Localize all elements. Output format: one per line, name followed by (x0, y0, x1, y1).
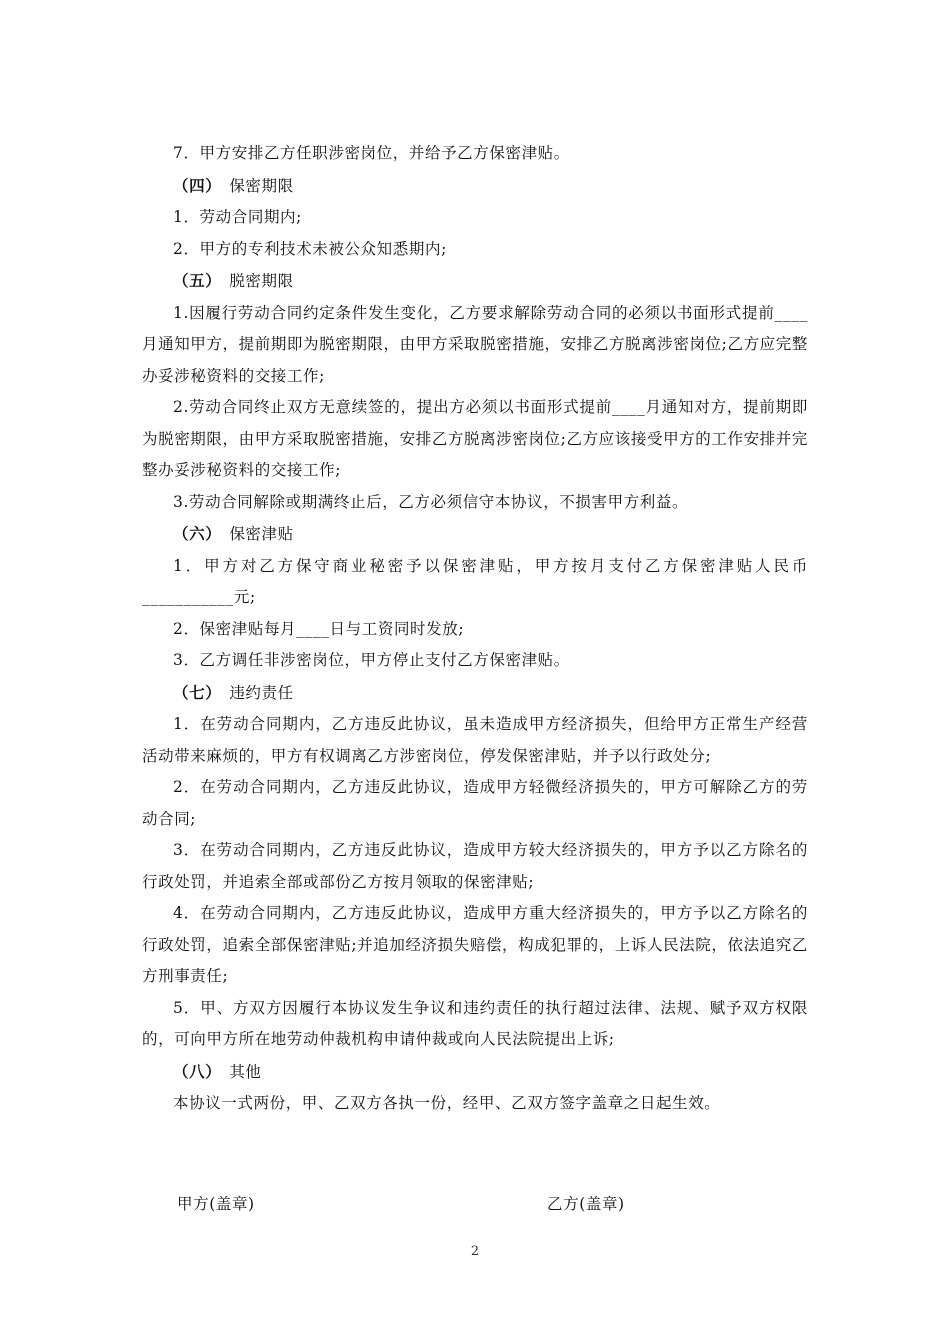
section-heading (142, 1056, 808, 1089)
section-heading (142, 265, 808, 298)
party-b-seal-label: 乙方(盖章) (547, 1195, 625, 1213)
clause-paragraph: 3.劳动合同解除或期满终止后，乙方必须信守本协议，不损害甲方利益。 (173, 492, 689, 511)
clause-paragraph: 2．甲方的专利技术未被公众知悉期内; (173, 239, 447, 258)
section-heading (142, 677, 808, 710)
section-title: 保密期限 (229, 176, 294, 195)
clause-paragraph: 7．甲方安排乙方任职涉密岗位，并给予乙方保密津贴。 (173, 144, 570, 162)
clause-paragraph: 2．保密津贴每月____日与工资同时发放; (173, 619, 465, 638)
page-number: 2 (470, 1244, 480, 1259)
clause-paragraph: 2．在劳动合同期内，乙方违反此协议，造成甲方轻微经济损失的，甲方可解除乙方的劳动合同; (142, 778, 808, 828)
section-number: （五） (173, 271, 222, 290)
clause-paragraph: 3．乙方调任非涉密岗位，甲方停止支付乙方保密津贴。 (173, 651, 570, 669)
section-title: 违约责任 (229, 683, 294, 702)
section-title: 其他 (229, 1062, 262, 1081)
section-number: （八） (173, 1061, 222, 1081)
clause-paragraph: 1．劳动合同期内; (173, 208, 302, 226)
section-heading (142, 170, 808, 203)
section-number: （七） (173, 682, 222, 702)
clause-paragraph: 2.劳动合同终止双方无意续签的，提出方必须以书面形式提前____月通知对方，提前期即为脱密期限，由甲方采取脱密措施，安排乙方脱离涉密岗位;乙方应该接受甲方的工作安排并完整办妥涉秘资料的交接工作; (142, 398, 808, 479)
closing-paragraph: 本协议一式两份，甲、乙双方各执一份，经甲、乙双方签字盖章之日起生效。 (173, 1094, 721, 1112)
section-title: 保密津贴 (229, 525, 294, 543)
clause-paragraph: 3．在劳动合同期内，乙方违反此协议，造成甲方较大经济损失的，甲方予以乙方除名的行政处罚，并追索全部或部份乙方按月领取的保密津贴; (142, 841, 808, 891)
section-number: （四） (173, 175, 222, 195)
clause-paragraph: 1．在劳动合同期内，乙方违反此协议，虽未造成甲方经济损失，但给甲方正常生产经营活动带来麻烦的，甲方有权调离乙方涉密岗位，停发保密津贴，并予以行政处分; (142, 715, 808, 765)
section-title: 脱密期限 (229, 272, 294, 290)
document-body (142, 138, 808, 1120)
clause-paragraph: 1.因履行劳动合同约定条件发生变化，乙方要求解除劳动合同的必须以书面形式提前____月通知甲方，提前期即为脱密期限，由甲方采取脱密措施，安排乙方脱离涉密岗位;乙方应完整办妥涉秘资料的交接工作; (142, 303, 808, 385)
clause-paragraph: 5．甲、方双方因履行本协议发生争议和违约责任的执行超过法律、法规、赋予双方权限的，可向甲方所在地劳动仲裁机构申请仲裁或向人民法院提出上诉; (142, 998, 808, 1048)
clause-paragraph: 4．在劳动合同期内，乙方违反此协议，造成甲方重大经济损失的，甲方予以乙方除名的行政处罚，追索全部保密津贴;并追加经济损失赔偿，构成犯罪的，上诉人民法院，依法追究乙方刑事责任; (142, 904, 808, 985)
clause-paragraph: 1．甲方对乙方保守商业秘密予以保密津贴，甲方按月支付乙方保密津贴人民币___________元; (142, 556, 808, 606)
section-heading (142, 518, 808, 551)
party-a-seal-label: 甲方(盖章) (177, 1195, 255, 1213)
section-number: （六） (173, 524, 222, 543)
